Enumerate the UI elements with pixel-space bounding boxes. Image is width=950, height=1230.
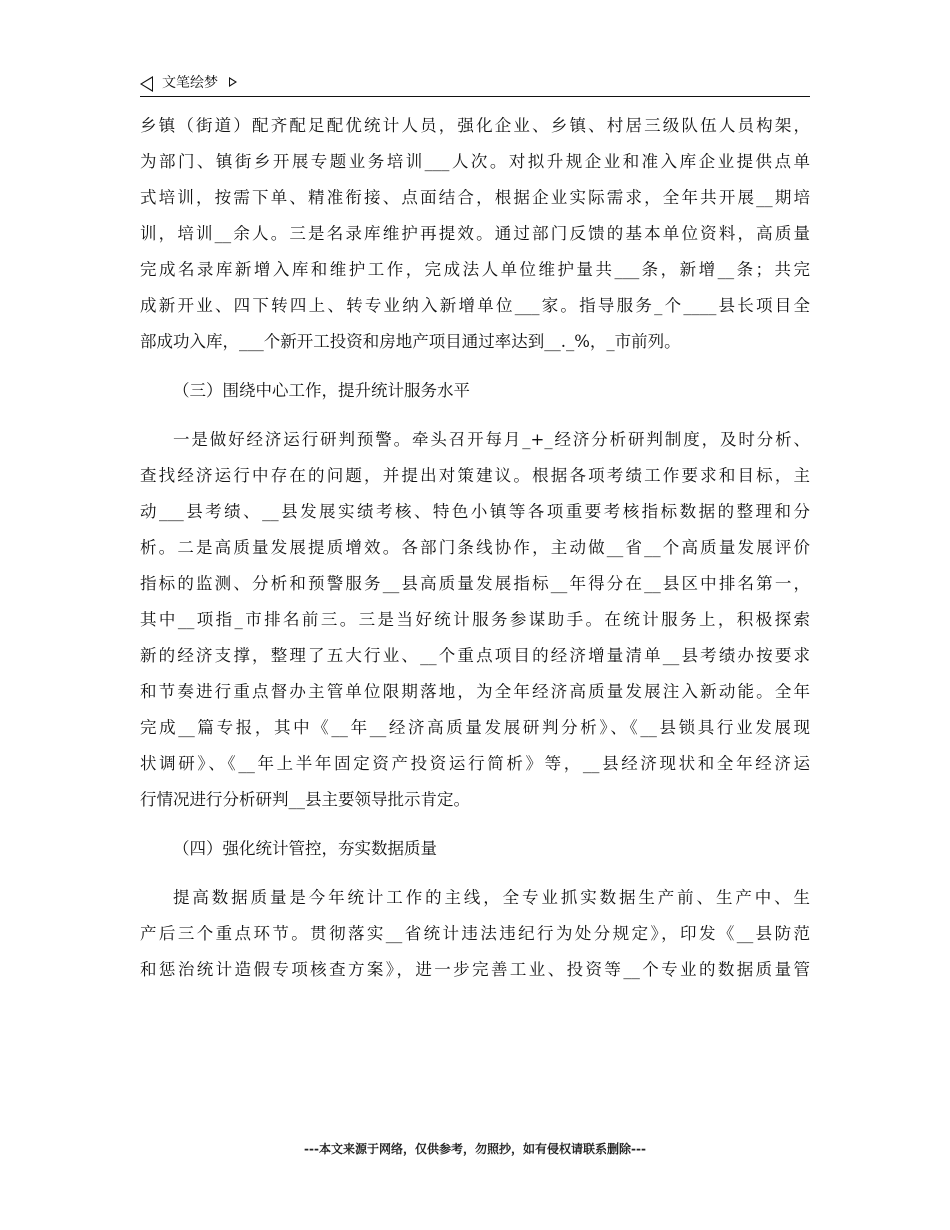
section-heading <box>140 831 810 867</box>
text-line: 乡镇（街道）配齐配足配优统计人员，强化企业、乡镇、村居三级队伍人员构架， <box>140 116 810 135</box>
heading-line: （四）强化统计管控，夯实数据质量 <box>173 839 437 858</box>
triangle-right-icon <box>229 77 237 87</box>
text-line: 指标的监测、分析和预警服务__县高质量发展指标__年得分在__县区中排名第一， <box>140 574 810 593</box>
text-line: 成新开业、四下转四上、转专业纳入新增单位___家。指导服务_个____县长项目全 <box>140 296 810 315</box>
document-body <box>140 108 810 988</box>
text-line: 完成名录库新增入库和维护工作，完成法人单位维护量共___条，新增__条；共完 <box>140 260 810 279</box>
section-heading <box>140 373 810 409</box>
text-line: 完成__篇专报，其中《__年__经济高质量发展研判分析》、《__县锁具行业发展现 <box>140 718 810 737</box>
text-line: 新的经济支撑，整理了五大行业、__个重点项目的经济增量清单__县考绩办按要求 <box>140 646 810 665</box>
text-line: 行情况进行分析研判__县主要领导批示肯定。 <box>140 790 470 809</box>
text-line: 训，培训__余人。三是名录库维护再提效。通过部门反馈的基本单位资料，高质量 <box>140 224 810 243</box>
text-line: 一是做好经济运行研判预警。牵头召开每月_+_经济分析研判制度，及时分析、 <box>173 430 810 449</box>
text-line: 产后三个重点环节。贯彻落实__省统计违法违纪行为处分规定》，印发《__县防范 <box>140 924 810 943</box>
text-line: 式培训，按需下单、精准衔接、点面结合，根据企业实际需求，全年共开展__期培 <box>140 188 810 207</box>
text-line: 查找经济运行中存在的问题，并提出对策建议。根据各项考绩工作要求和目标，主 <box>140 466 810 485</box>
text-line: 其中__项指_市排名前三。三是当好统计服务参谋助手。在统计服务上，积极探索 <box>140 610 810 629</box>
text-line: 和惩治统计造假专项核查方案》，进一步完善工业、投资等__个专业的数据质量管 <box>140 960 810 979</box>
page-header <box>140 72 810 96</box>
paragraph <box>140 108 810 360</box>
triangle-left-icon <box>140 76 153 92</box>
text-line: 和节奏进行重点督办主管单位限期落地，为全年经济高质量发展注入新动能。全年 <box>140 682 810 701</box>
header-title: 文笔绘梦 <box>162 75 218 91</box>
text-line: 析。二是高质量发展提质增效。各部门条线协作，主动做__省__个高质量发展评价 <box>140 538 810 557</box>
header-rule <box>140 96 810 97</box>
paragraph <box>140 880 810 988</box>
text-line: 提高数据质量是今年统计工作的主线，全专业抓实数据生产前、生产中、生 <box>173 888 810 907</box>
heading-line: （三）围绕中心工作，提升统计服务水平 <box>173 381 470 400</box>
text-line: 为部门、镇街乡开展专题业务培训___人次。对拟升规企业和准入库企业提供点单 <box>140 152 810 171</box>
text-line: 状调研》、《__年上半年固定资产投资运行简析》等，__县经济现状和全年经济运 <box>140 754 810 773</box>
text-line: 动___县考绩、__县发展实绩考核、特色小镇等各项重要考核指标数据的整理和分 <box>140 502 810 521</box>
text-line: 部成功入库，___个新开工投资和房地产项目通过率达到__._%，_市前列。 <box>140 332 681 351</box>
footer-disclaimer: ---本文来源于网络，仅供参考，勿照抄，如有侵权请联系删除--- <box>304 1142 646 1156</box>
paragraph <box>140 422 810 818</box>
